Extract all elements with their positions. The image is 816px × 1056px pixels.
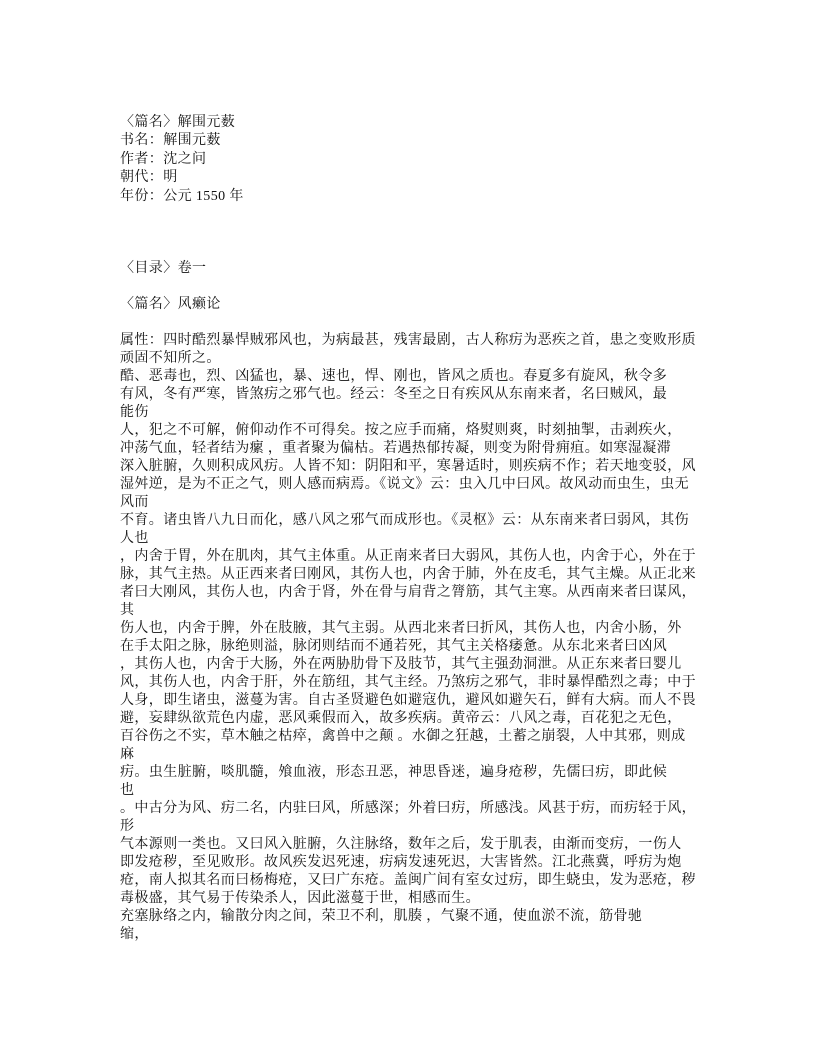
body-line: 人也 [120, 531, 149, 546]
body-line: 风，其伤人也，内舍于肝，外在筋纽，其气主经。乃煞疠之邪气，非时暴悍酷烈之毒；中于 [120, 675, 696, 690]
author-line: 作者：沈之问 [120, 151, 207, 167]
body-line: 人，犯之不可解，俯仰动作不可得矣。按之应手而痛，烙熨则爽，时刻抽掣，击剥疾火， [120, 423, 682, 438]
book-metadata [0, 114, 244, 206]
body-line: 人身，即生诸虫，滋蔓为害。自古圣贤避色如避寇仇，避风如避矢石，鲜有大病。而人不畏 [120, 693, 696, 708]
body-line: 在手太阳之脉，脉绝则溢，脉闭则结而不通若死，其气主关格痿惫。从东北来者曰凶风 [120, 639, 668, 654]
body-line: ，内舍于胃，外在肌肉，其气主体重。从正南来者曰大弱风，其伤人也，内舍于心，外在于 [120, 549, 696, 564]
body-line: 麻 [120, 747, 135, 762]
body-line: 不育。诸虫皆八九日而化，感八风之邪气而成形也。《灵枢》云：从东南来者曰弱风，其伤 [120, 513, 689, 528]
body-line: 伤人也，内舍于脾，外在肢腋，其气主弱。从西北来者曰折风，其伤人也，内舍小肠，外 [120, 621, 682, 636]
body-line: 属性：四时酷烈暴悍贼邪风也，为病最甚，残害最剧，古人称疠为恶疾之首，患之变败形质 [120, 333, 696, 348]
year-line: 年份：公元 1550 年 [120, 188, 244, 204]
body-line: 冲荡气血，轻者结为瘰 ，重者聚为偏枯。若遇热郁抟凝，则变为附骨痈疽。如寒湿凝滞 [120, 441, 672, 456]
body-line: ，其伤人也，内舍于大肠，外在两胁肋骨下及肢节，其气主强劲洞泄。从正东来者曰婴儿 [120, 657, 682, 672]
body-line: 能伤 [120, 405, 149, 420]
body-line: 充塞脉络之内，输散分肉之间，荣卫不利，肌腠 ，气聚不通，使血淤不流，筋骨驰 [120, 909, 643, 924]
body-line: 疮，南人拟其名而曰杨梅疮，又曰广东疮。盖闽广间有室女过疠，即生蛲虫，发为恶疮，秽 [120, 873, 696, 888]
body-line: 。中古分为风、疠二名，内驻曰风，所感深；外着曰疠，所感浅。风甚于疠，而疠轻于风， [120, 801, 696, 816]
toc-line: 〈目录〉卷一 [120, 261, 207, 276]
body-line: 百谷伤之不实，草木触之枯瘁，禽兽中之颠 。水御之狂越，土蓄之崩裂，人中其邪，则成 [120, 729, 686, 744]
body-line: 风而 [120, 495, 149, 510]
chapter-title: 〈篇名〉风癞论 [120, 297, 221, 312]
body-line: 毒极盛，其气易于传染杀人，因此滋蔓于世，相感而生。 [120, 891, 480, 906]
body-line: 顽固不知所之。 [120, 351, 221, 366]
chapter-body [0, 332, 696, 944]
dynasty-line: 朝代：明 [120, 170, 178, 186]
body-line: 缩， [120, 927, 149, 942]
title-line: 〈篇名〉解围元薮 [120, 115, 236, 130]
body-line: 也 [120, 783, 135, 798]
body-line: 即发疮秽，至见败形。故风疾发迟死速，疠病发速死迟，大害皆然。江北燕冀，呼疠为炮 [120, 855, 682, 870]
body-line: 有风，冬有严寒，皆煞疠之邪气也。经云：冬至之日有疾风从东南来者，名曰贼风，最 [120, 387, 668, 402]
body-line: 湿舛逆，是为不正之气，则人感而病焉。《说文》云：虫入几中曰风。故风动而虫生，虫无 [120, 477, 689, 492]
body-line: 者曰大刚风，其伤人也，内舍于肾，外在骨与肩背之膂筋，其气主寒。从西南来者曰谋风， [120, 585, 696, 600]
body-line: 深入脏腑，久则积成风疠。人皆不知：阴阳和平，寒暑适时，则疾病不作；若天地变驳，风 [120, 459, 696, 474]
body-line: 形 [120, 819, 135, 834]
book-name-line: 书名：解围元薮 [120, 133, 221, 149]
body-line: 疠。虫生脏腑，啖肌髓，飧血液，形态丑恶，神思昏迷，遍身疮秽，先儒曰疠，即此候 [120, 765, 668, 780]
body-line: 气本源则一类也。又曰风入脏腑，久注脉络，数年之后，发于肌表，由渐而变疠，一伤人 [120, 837, 682, 852]
body-line: 脉，其气主热。从正西来者曰刚风，其伤人也，内舍于肺，外在皮毛，其气主燥。从正北来 [120, 567, 696, 582]
body-line: 其 [120, 603, 135, 618]
body-line: 酷、恶毒也，烈、凶猛也，暴、速也，悍、刚也，皆风之质也。春夏多有旋风，秋令多 [120, 369, 668, 384]
body-line: 避，妄肆纵欲荒色内虚，恶风乘假而入，故多疾病。黄帝云：八风之毒，百花犯之无色， [120, 711, 682, 726]
